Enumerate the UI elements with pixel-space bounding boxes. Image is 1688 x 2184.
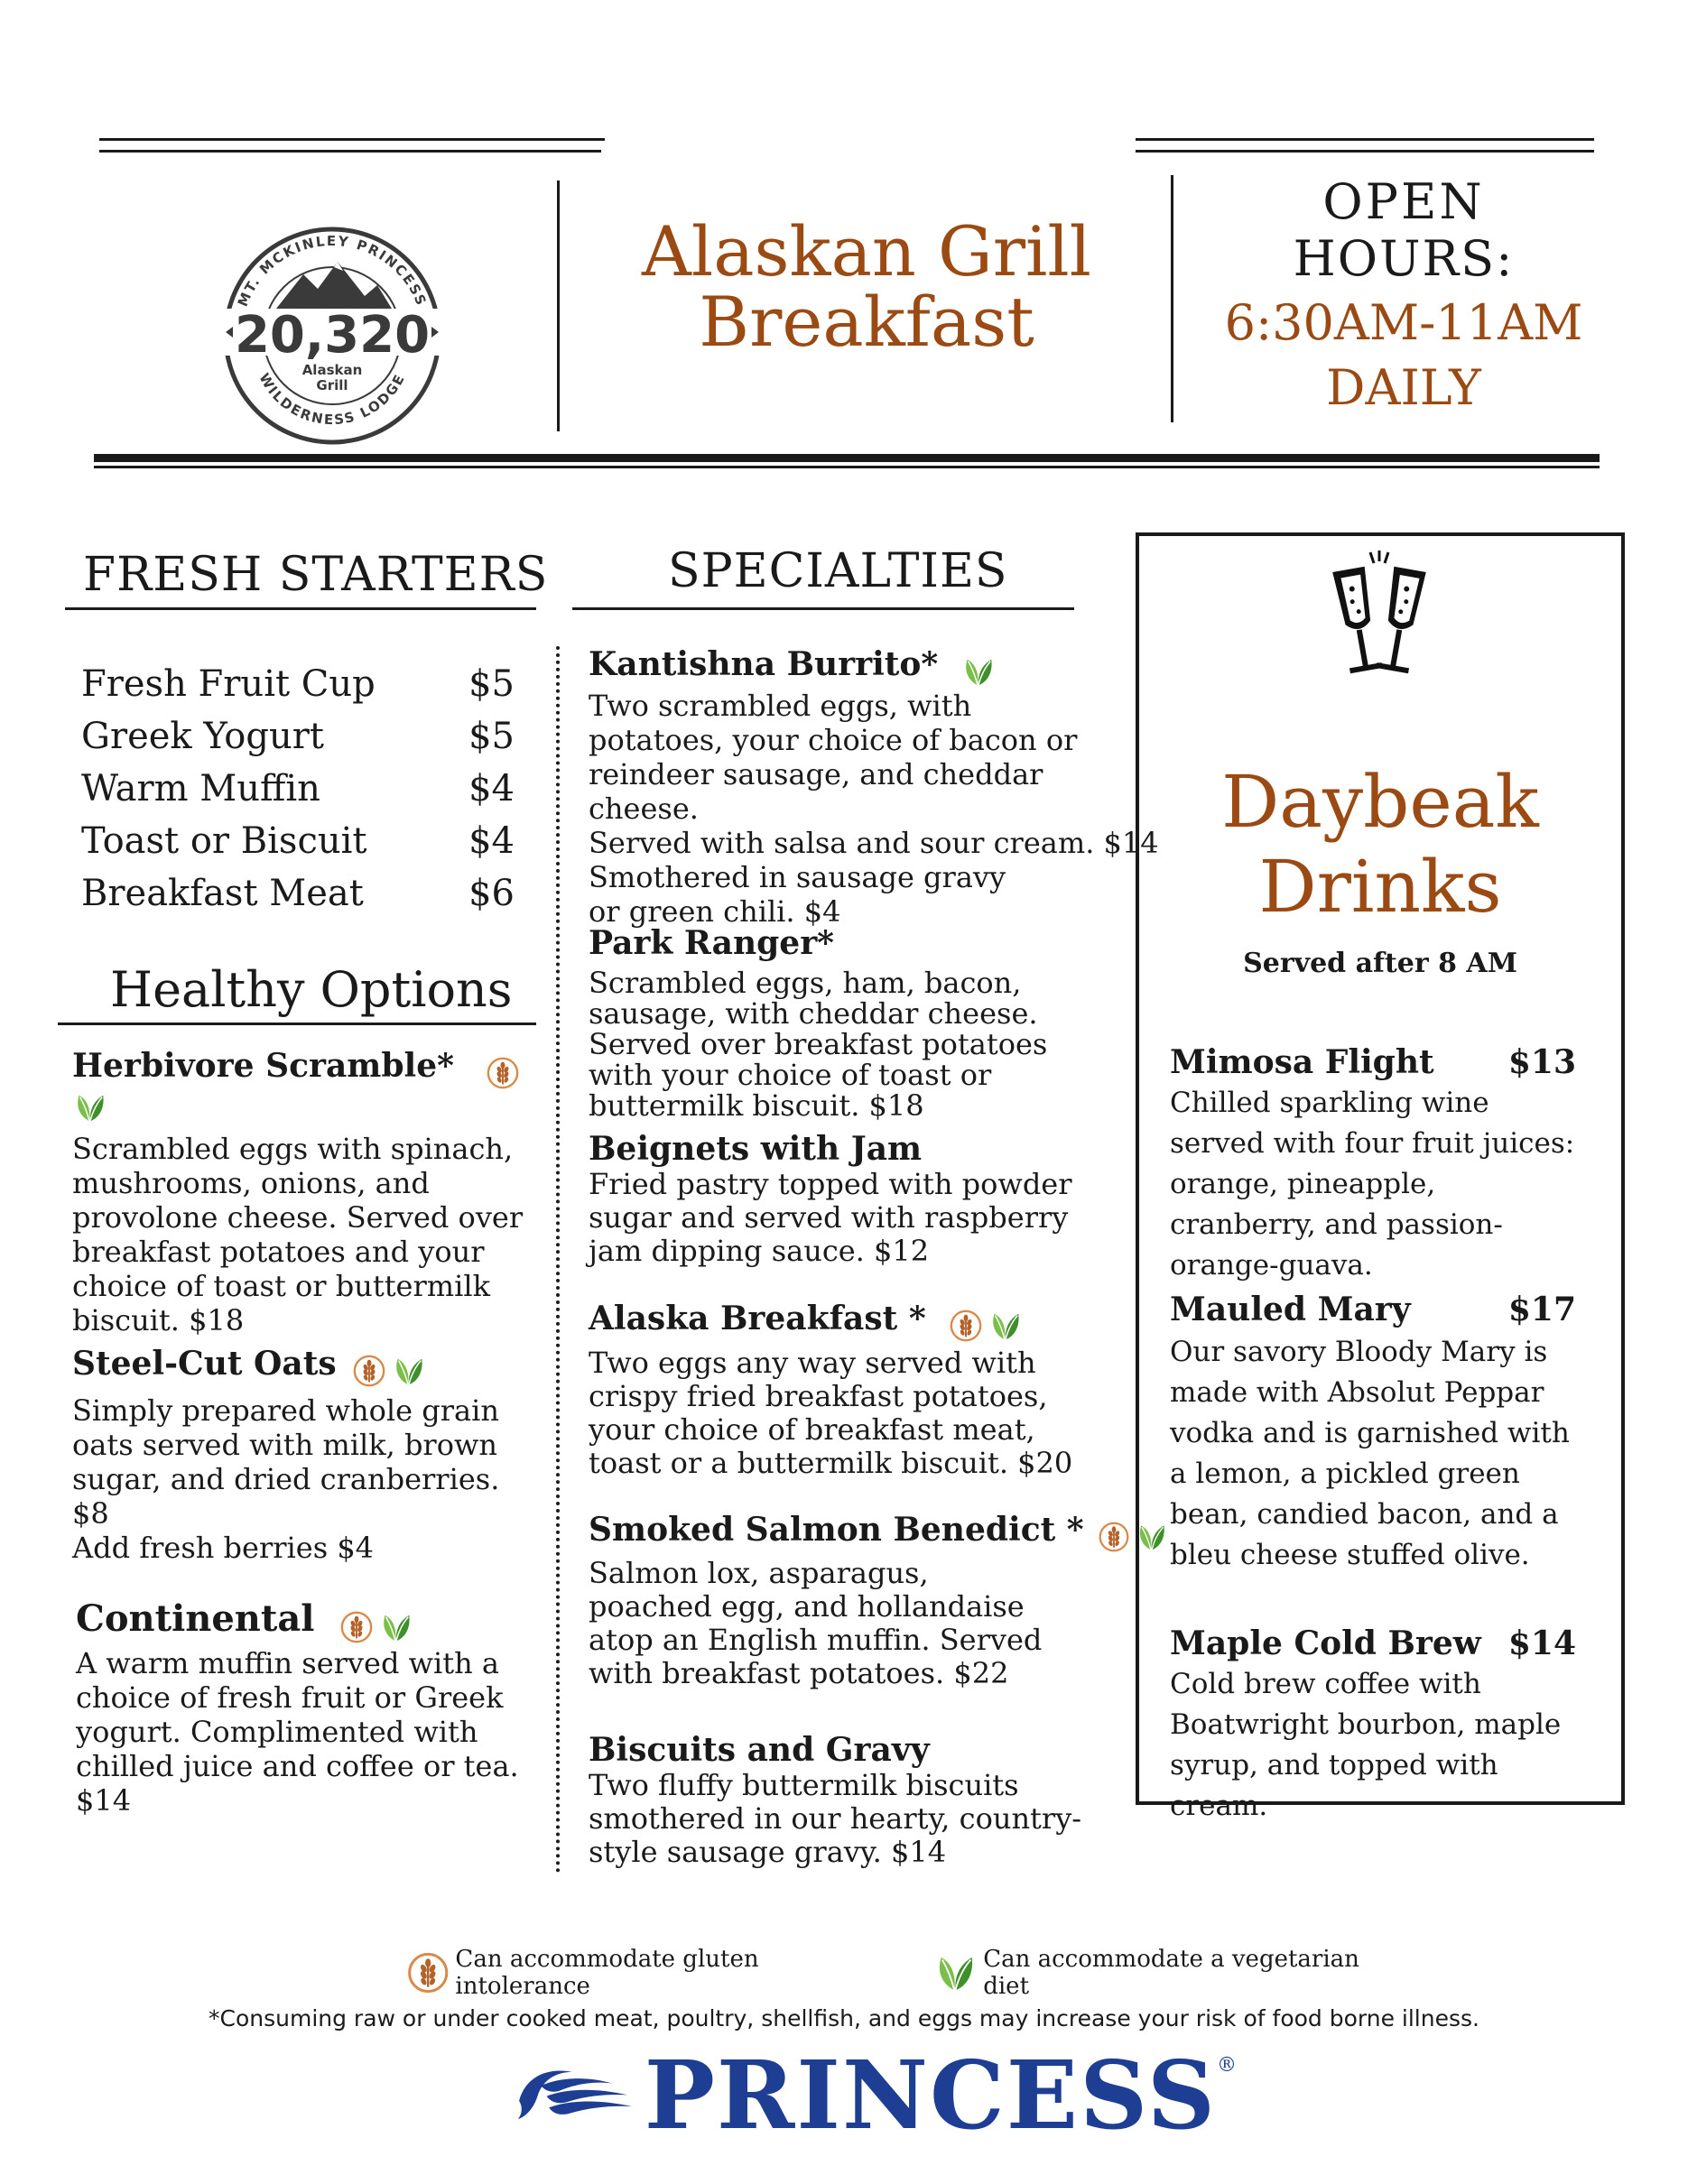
menu-item-smoked-salmon-benedict	[589, 1511, 1130, 1690]
open-hours	[1183, 173, 1625, 421]
item-description: A warm muffin served with a choice of fresh fruit or Greek yogurt. Complimented with chilled juice and coffee or tea. $14	[76, 1645, 519, 1818]
starter-name: Toast or Biscuit	[81, 820, 367, 862]
specialties-title: SPECIALTIES	[668, 544, 1008, 598]
gluten-free-icon	[949, 1309, 983, 1343]
item-description: Scrambled eggs with spinach, mushrooms, onions, and provolone cheese. Served over breakfast potatoes and your choice of toast or buttermilk biscuit. $18	[72, 1131, 524, 1337]
menu-item-park-ranger	[589, 924, 1112, 1121]
gluten-free-icon	[486, 1056, 520, 1090]
starter-item	[81, 873, 515, 914]
starter-name: Fresh Fruit Cup	[81, 663, 376, 705]
item-description: Two eggs any way served with crispy fried breakfast potatoes, your choice of breakfast meat, toast or a buttermilk biscuit. $20	[589, 1345, 1073, 1480]
drink-description: Our savory Bloody Mary is made with Absolut Peppar vodka and is garnished with a lemon, a pickled green bean, candied bacon, and a bleu cheese stuffed olive.	[1170, 1336, 1570, 1571]
hours-line1: OPEN	[1322, 173, 1485, 230]
starter-item	[81, 716, 515, 757]
drink-item-maple-cold-brew	[1170, 1624, 1576, 1827]
starter-price: $4	[468, 768, 515, 810]
logo-ring-bottom-text: WILDERNESS LODGE	[255, 370, 409, 429]
item-name: Smoked Salmon Benedict *	[589, 1511, 1084, 1549]
item-description: Smothered in sausage gravy	[589, 859, 1006, 894]
specialties-dotted-divider	[556, 646, 560, 1874]
vegetarian-leaf-icon	[378, 1610, 413, 1644]
logo-number: 20,320	[234, 306, 431, 365]
vegetarian-leaf-icon	[960, 654, 995, 689]
item-name: Steel-Cut Oats	[72, 1345, 337, 1383]
vegetarian-leaf-icon	[391, 1354, 425, 1388]
item-description: Scrambled eggs, ham, bacon, sausage, with cheddar cheese. Served over breakfast potatoes with your choice of toast or buttermilk biscuit. $18	[589, 966, 1048, 1123]
starter-name: Breakfast Meat	[81, 873, 364, 914]
item-name: Kantishna Burrito*	[589, 645, 939, 683]
brand-registered-mark: ®	[1217, 2054, 1237, 2077]
brand-name: PRINCESS	[644, 2040, 1217, 2151]
menu-title	[578, 211, 1155, 362]
champagne-toast-icon	[1325, 549, 1433, 693]
legend-gluten-text: Can accommodate gluten intolerance	[455, 1946, 759, 2000]
gluten-free-icon	[1098, 1521, 1130, 1553]
gluten-free-icon	[339, 1610, 374, 1644]
item-description: Served with salsa and sour cream. $14	[589, 825, 1159, 860]
starter-price: $5	[468, 663, 515, 705]
item-description: Salmon lox, asparagus, poached egg, and hollandaise atop an English muffin. Served with breakfast potatoes. $22	[589, 1555, 1043, 1690]
dietary-legend	[406, 1946, 1399, 2000]
item-description: Two fluffy buttermilk biscuits smothered in our hearty, country-style sausage gravy. $14	[589, 1768, 1082, 1869]
vegetarian-leaf-icon	[932, 1950, 976, 1995]
menu-item-kantishna-burrito	[589, 645, 1159, 929]
header-bottom-rule-thin	[94, 466, 1600, 468]
item-name: Beignets with Jam	[589, 1130, 923, 1168]
drink-description: Cold brew coffee with Boatwright bourbon, maple syrup, and topped with cream.	[1170, 1668, 1562, 1822]
princess-brand-logo	[515, 2041, 1237, 2150]
header-divider-right	[1171, 175, 1173, 422]
item-description: or green chili. $4	[589, 893, 841, 929]
vegetarian-leaf-icon	[72, 1090, 107, 1124]
starter-name: Greek Yogurt	[81, 716, 324, 757]
starter-price: $5	[468, 716, 515, 757]
fresh-starters-underline	[65, 607, 536, 610]
drink-item-mauled-mary	[1170, 1291, 1576, 1576]
starter-item	[81, 663, 515, 705]
menu-item-beignets	[589, 1130, 1094, 1268]
menu-title-line2: Breakfast	[699, 282, 1034, 362]
drink-price: $13	[1507, 1043, 1576, 1081]
header-divider-left	[557, 180, 560, 431]
item-name: Continental	[76, 1597, 315, 1640]
menu-item-steel-cut-oats	[72, 1345, 524, 1565]
menu-item-continental	[76, 1597, 563, 1818]
starter-item	[81, 820, 515, 862]
header-bottom-rule-thick	[94, 454, 1600, 462]
item-description: Fried pastry topped with powder sugar and served with raspberry jam dipping sauce. $12	[589, 1167, 1072, 1268]
lodge-logo	[206, 209, 459, 462]
header-top-rule-right-1	[1136, 138, 1594, 141]
item-name: Alaska Breakfast *	[589, 1300, 926, 1337]
starter-name: Warm Muffin	[81, 768, 320, 810]
princess-wave-icon	[515, 2046, 635, 2145]
legend-vegetarian-text: Can accommodate a vegetarian diet	[983, 1946, 1359, 2000]
drink-description: Chilled sparkling wine served with four fruit juices: orange, pineapple, cranberry, and passion-orange-guava.	[1170, 1087, 1575, 1282]
item-name: Park Ranger*	[589, 924, 834, 962]
header-top-rule-left-1	[99, 138, 605, 141]
item-description: Simply prepared whole grain oats served with milk, brown sugar, and dried cranberries. $8	[72, 1393, 500, 1531]
drinks-title-line1: Daybeak	[1221, 760, 1539, 844]
item-addon: Add fresh berries $4	[72, 1530, 375, 1565]
drinks-title	[1139, 760, 1621, 930]
hours-line3: 6:30AM-11AM	[1224, 294, 1583, 351]
food-safety-disclaimer: *Consuming raw or under cooked meat, poultry, shellfish, and eggs may increase your risk of food borne illness.	[209, 2005, 1479, 2031]
menu-item-biscuits-and-gravy	[589, 1731, 1112, 1869]
drink-name: Mauled Mary	[1170, 1291, 1411, 1328]
drink-name: Mimosa Flight	[1170, 1043, 1434, 1081]
drink-item-mimosa-flight	[1170, 1043, 1576, 1286]
starter-price: $6	[468, 873, 515, 914]
specialties-underline	[572, 607, 1074, 610]
drink-price: $14	[1507, 1624, 1576, 1662]
header-top-rule-right-2	[1136, 150, 1594, 153]
gluten-free-icon	[352, 1354, 386, 1388]
menu-item-alaska-breakfast	[589, 1300, 1112, 1480]
starter-item	[81, 768, 515, 810]
logo-sub1: Alaskan	[301, 362, 363, 378]
drink-price: $17	[1507, 1291, 1576, 1328]
menu-title-line1: Alaskan Grill	[642, 211, 1091, 292]
gluten-free-icon	[406, 1950, 450, 1995]
healthy-options-title: Healthy Options	[110, 961, 513, 1018]
logo-sub2: Grill	[316, 377, 348, 393]
menu-item-herbivore-scramble	[72, 1047, 551, 1337]
item-description: Two scrambled eggs, with potatoes, your choice of bacon or reindeer sausage, and cheddar cheese.	[589, 688, 1078, 826]
header-top-rule-left-2	[99, 150, 601, 153]
vegetarian-leaf-icon	[988, 1309, 1022, 1343]
fresh-starters-title: FRESH STARTERS	[83, 548, 549, 602]
item-name: Herbivore Scramble*	[72, 1047, 454, 1085]
hours-line4: DAILY	[1326, 359, 1481, 416]
drink-name: Maple Cold Brew	[1170, 1624, 1481, 1662]
healthy-options-underline	[58, 1023, 536, 1025]
starter-price: $4	[468, 820, 515, 862]
drinks-subtitle: Served after 8 AM	[1243, 948, 1517, 979]
logo-ring-top-text: MT. MCKINLEY PRINCESS	[234, 233, 431, 310]
item-name: Biscuits and Gravy	[589, 1731, 930, 1769]
mountain-icon	[276, 262, 392, 309]
drinks-title-line2: Drinks	[1258, 845, 1502, 929]
hours-line2: HOURS:	[1293, 230, 1515, 287]
